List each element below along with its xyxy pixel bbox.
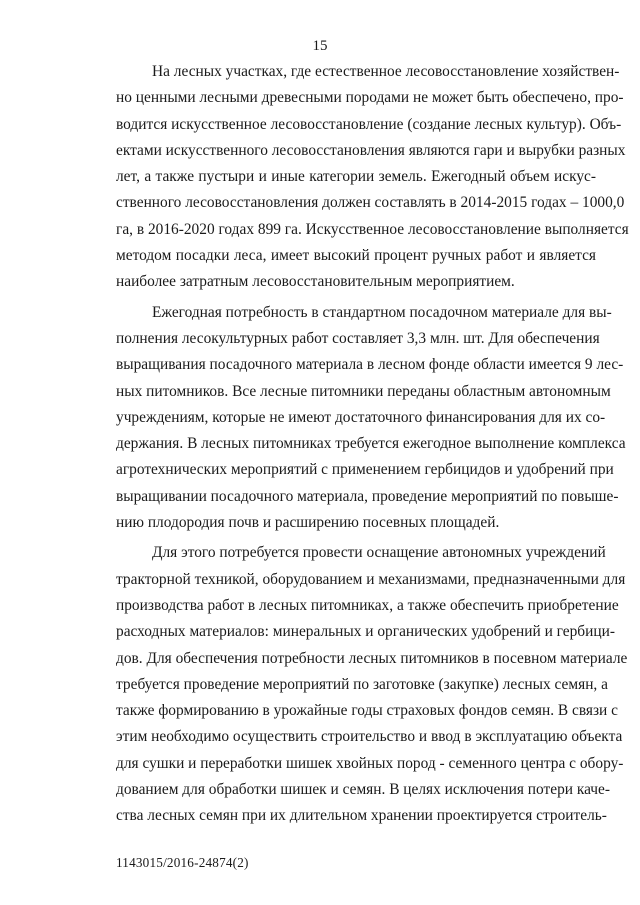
text-line: также формированию в урожайные годы страховых фондов семян. В связи с	[116, 702, 618, 720]
text-line: полнения лесокультурных работ составляет 3,3 млн. шт. Для обеспечения	[116, 329, 600, 347]
text-line: но ценными лесными древесными породами не может быть обеспечено, про-	[116, 89, 624, 107]
text-line: выращивания посадочного материала в лесном фонде области имеется 9 лес-	[116, 356, 624, 374]
text-line: тракторной техникой, оборудованием и механизмами, предназначенными для	[116, 570, 626, 588]
text-line: этим необходимо осуществить строительство и ввод в эксплуатацию объекта	[116, 728, 623, 746]
document-id-footer: 1143015/2016-24874(2)	[116, 855, 249, 870]
text-line: учреждениям, которые не имеют достаточного финансирования для их со-	[116, 408, 606, 426]
paragraph-1	[116, 59, 629, 296]
text-line: ственного лесовосстановления должен составлять в 2014-2015 годах – 1000,0	[116, 194, 625, 212]
text-line: наиболее затратным лесовосстановительным мероприятием.	[116, 273, 515, 291]
text-line: дов. Для обеспечения потребности лесных питомников в посевном материале	[116, 649, 628, 667]
text-line: лет, а также пустыри и иные категории земель. Ежегодный объем искус-	[116, 168, 596, 186]
text-line: выращивании посадочного материала, проведение мероприятий по повыше-	[116, 487, 619, 505]
text-line: держания. В лесных питомниках требуется ежегодное выполнение комплекса	[116, 435, 626, 453]
text-line: производства работ в лесных питомниках, а также обеспечить приобретение	[116, 596, 619, 614]
paragraph-3	[116, 540, 628, 829]
document-body	[116, 59, 629, 830]
text-line: водится искусственное лесовосстановление (создание лесных культур). Объ-	[116, 115, 622, 133]
text-line: расходных материалов: минеральных и органических удобрений и гербици-	[116, 623, 615, 641]
text-line: га, в 2016-2020 годах 899 га. Искусственное лесовосстановление выполняется	[116, 220, 629, 238]
page-number: 15	[312, 38, 328, 54]
text-line: ных питомников. Все лесные питомники переданы областным автономным	[116, 382, 611, 400]
text-line: агротехнических мероприятий с применением гербицидов и удобрений при	[116, 461, 614, 479]
text-line: ектами искусственного лесовосстановления являются гари и вырубки разных	[116, 141, 626, 159]
text-line: ства лесных семян при их длительном хранении проектируется строитель-	[116, 807, 607, 825]
text-line: требуется проведение мероприятий по заготовке (закупке) лесных семян, а	[116, 675, 608, 693]
text-line: методом посадки леса, имеет высокий процент ручных работ и является	[116, 247, 596, 265]
text-line: Ежегодная потребность в стандартном посадочном материале для вы-	[152, 303, 612, 321]
text-line: для сушки и переработки шишек хвойных пород - семенного центра с обору-	[116, 754, 624, 772]
text-line: дованием для обработки шишек и семян. В целях исключения потери каче-	[116, 781, 611, 799]
paragraph-2	[116, 300, 626, 537]
text-line: Для этого потребуется провести оснащение автономных учреждений	[152, 544, 606, 562]
text-line: На лесных участках, где естественное лесовосстановление хозяйствен-	[152, 63, 620, 80]
text-line: нию плодородия почв и расширению посевных площадей.	[116, 514, 500, 532]
